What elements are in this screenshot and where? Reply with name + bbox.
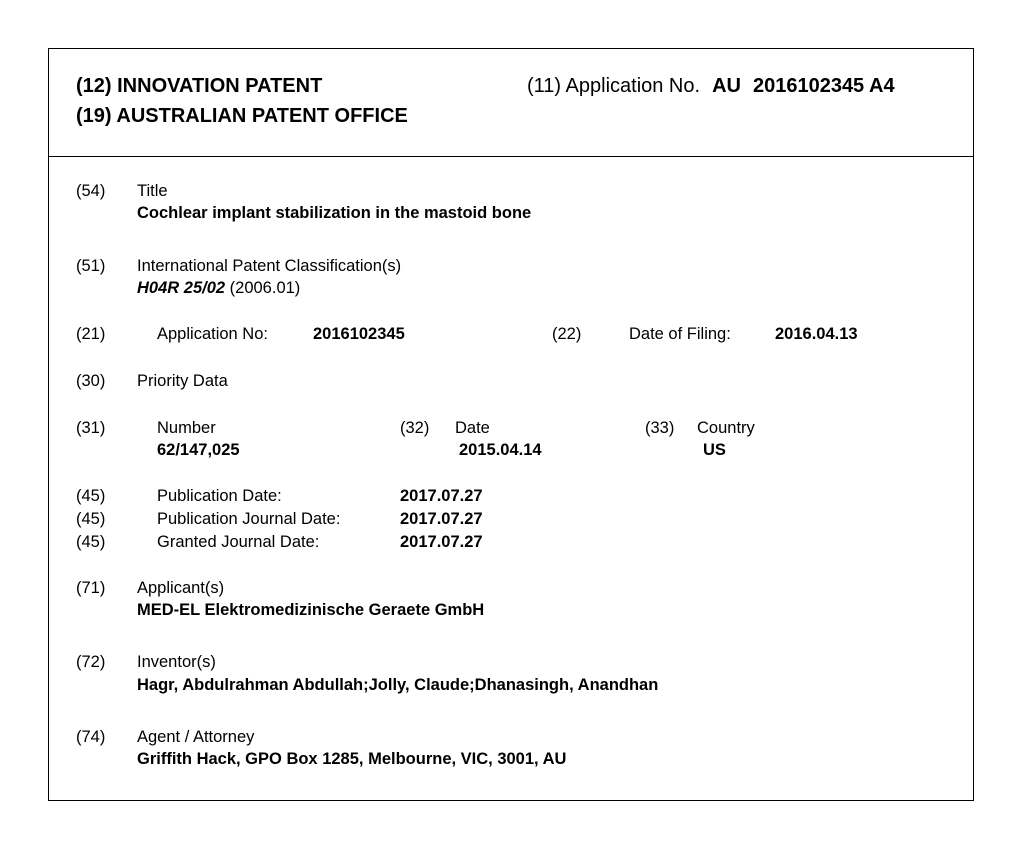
- priority-code: (30): [76, 372, 106, 390]
- agent-value: Griffith Hack, GPO Box 1285, Melbourne, VIC, 3001, AU: [137, 750, 567, 768]
- priority-country-code: (33): [645, 419, 675, 437]
- header-divider: [49, 156, 973, 157]
- publication-journal-date-value: 2017.07.27: [400, 510, 483, 528]
- application-number-prefix: (11) Application No.: [527, 75, 701, 97]
- inventor-label: Inventor(s): [137, 653, 216, 671]
- inventor-code: (72): [76, 653, 106, 671]
- patent-office-heading: (19) AUSTRALIAN PATENT OFFICE: [76, 105, 408, 127]
- title-code: (54): [76, 182, 106, 200]
- granted-journal-date-value: 2017.07.27: [400, 533, 483, 551]
- publication-journal-date-label: Publication Journal Date:: [157, 510, 341, 528]
- priority-date-label: Date: [455, 419, 490, 437]
- priority-number-value: 62/147,025: [157, 441, 240, 459]
- application-number-heading: [527, 74, 895, 98]
- priority-date-value: 2015.04.14: [459, 441, 542, 459]
- priority-country-value: US: [703, 441, 726, 459]
- priority-country-label: Country: [697, 419, 755, 437]
- priority-date-code: (32): [400, 419, 430, 437]
- classification-value: [137, 278, 300, 299]
- inventor-value: Hagr, Abdulrahman Abdullah;Jolly, Claude;Dhanasingh, Anandhan: [137, 676, 659, 694]
- application-value: 2016102345: [313, 325, 405, 343]
- publication-date-code: (45): [76, 487, 106, 505]
- granted-journal-date-label: Granted Journal Date:: [157, 533, 320, 551]
- classification-code: (51): [76, 257, 106, 275]
- publication-journal-date-code: (45): [76, 510, 106, 528]
- ipc-code: H04R 25/02: [137, 279, 226, 297]
- priority-number-label: Number: [157, 419, 216, 437]
- application-number-country: AU: [712, 75, 741, 97]
- application-code: (21): [76, 325, 106, 343]
- filing-label: Date of Filing:: [629, 325, 731, 343]
- application-label: Application No:: [157, 325, 268, 343]
- applicant-code: (71): [76, 579, 106, 597]
- title-value: Cochlear implant stabilization in the mastoid bone: [137, 204, 532, 222]
- agent-code: (74): [76, 728, 106, 746]
- filing-value: 2016.04.13: [775, 325, 858, 343]
- publication-date-label: Publication Date:: [157, 487, 282, 505]
- publication-date-value: 2017.07.27: [400, 487, 483, 505]
- applicant-label: Applicant(s): [137, 579, 225, 597]
- title-label: Title: [137, 182, 168, 200]
- classification-label: International Patent Classification(s): [137, 257, 402, 275]
- granted-journal-date-code: (45): [76, 533, 106, 551]
- application-number-value: 2016102345 A4: [752, 75, 895, 97]
- applicant-value: MED-EL Elektromedizinische Geraete GmbH: [137, 601, 485, 619]
- ipc-version: (2006.01): [229, 279, 301, 297]
- agent-label: Agent / Attorney: [137, 728, 255, 746]
- patent-type-heading: (12) INNOVATION PATENT: [76, 75, 323, 97]
- priority-label: Priority Data: [137, 372, 228, 390]
- priority-number-code: (31): [76, 419, 106, 437]
- filing-code: (22): [552, 325, 582, 343]
